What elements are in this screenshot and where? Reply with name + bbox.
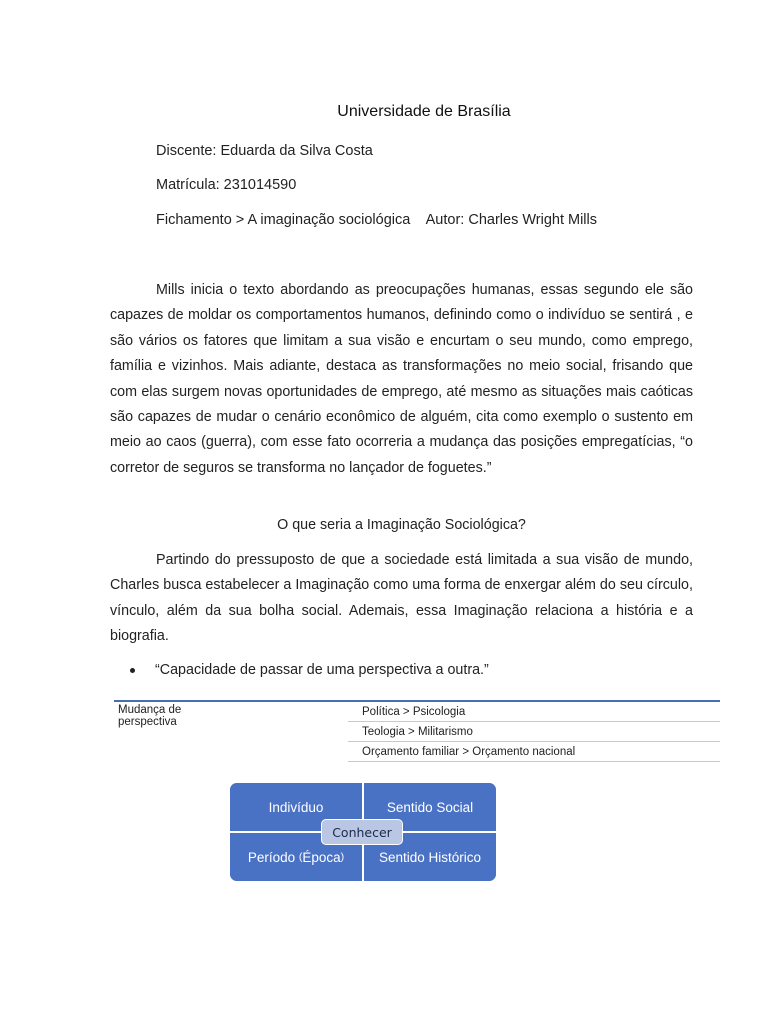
registration-number: Matrícula: 231014590 bbox=[156, 177, 297, 193]
matrix-paren-close: ) bbox=[340, 851, 345, 863]
fichamento-line bbox=[156, 212, 597, 228]
fichamento-title: Fichamento > A imaginação sociológica bbox=[156, 212, 411, 228]
paragraph-imagination: Partindo do pressuposto de que a sociedade está limitada a sua visão de mundo, Charles busca estabelecer a Imaginação como uma forma de enxergar além do seu círculo, vínculo, além da sua bolha social. Ademais, essa Imaginação relaciona a história e a biografia. bbox=[110, 552, 693, 645]
matrix-cell-individuo: Indivíduo bbox=[230, 783, 362, 831]
hierarchy-row: Orçamento familiar > Orçamento nacional bbox=[348, 742, 720, 762]
matrix-cell-periodo-label: Período bbox=[247, 849, 299, 865]
hierarchy-row: Teologia > Militarismo bbox=[348, 722, 720, 742]
bullet-text: “Capacidade de passar de uma perspectiva a outra.” bbox=[155, 662, 489, 678]
perspective-hierarchy bbox=[114, 700, 720, 764]
matrix-center-conhecer: Conhecer bbox=[321, 819, 403, 845]
paragraph-intro: Mills inicia o texto abordando as preocupações humanas, essas segundo ele são capazes de moldar os comportamentos humanos, definindo como o indivíduo se sentirá , e são vários os fatores que limitam a sua visão e encurtam o seu mundo, como emprego, família e vizinhos. Mais adiante, destaca as transformações no meio social, frisando que com elas surgem novas oportunidades de emprego, até mesmo as situações mais caóticas são capazes de mudar o cenário econômico de alguém, cita como exemplo o sustento em meio ao caos (guerra), com esse fato ocorreria a mudança das posições empregatícias, “o corretor de seguros se transforma no lançador de foguetes.” bbox=[110, 282, 693, 476]
bullet-dot-icon bbox=[130, 668, 135, 673]
matrix-cell-sentido-historico: Sentido Histórico bbox=[364, 833, 496, 881]
matrix-cell-sentido-social: Sentido Social bbox=[364, 783, 496, 831]
author-name: Autor: Charles Wright Mills bbox=[425, 212, 597, 228]
section-subheading: O que seria a Imaginação Sociológica? bbox=[277, 517, 526, 533]
matrix-cell-epoca-label: Época bbox=[302, 849, 341, 865]
document-title: Universidade de Brasília bbox=[337, 103, 511, 120]
bullet-item bbox=[130, 662, 489, 678]
student-name: Discente: Eduarda da Silva Costa bbox=[156, 143, 373, 159]
matrix-paren-open: ( bbox=[298, 851, 303, 863]
hierarchy-row: Política > Psicologia bbox=[348, 702, 720, 722]
hierarchy-heading: Mudança de perspectiva bbox=[118, 704, 182, 728]
